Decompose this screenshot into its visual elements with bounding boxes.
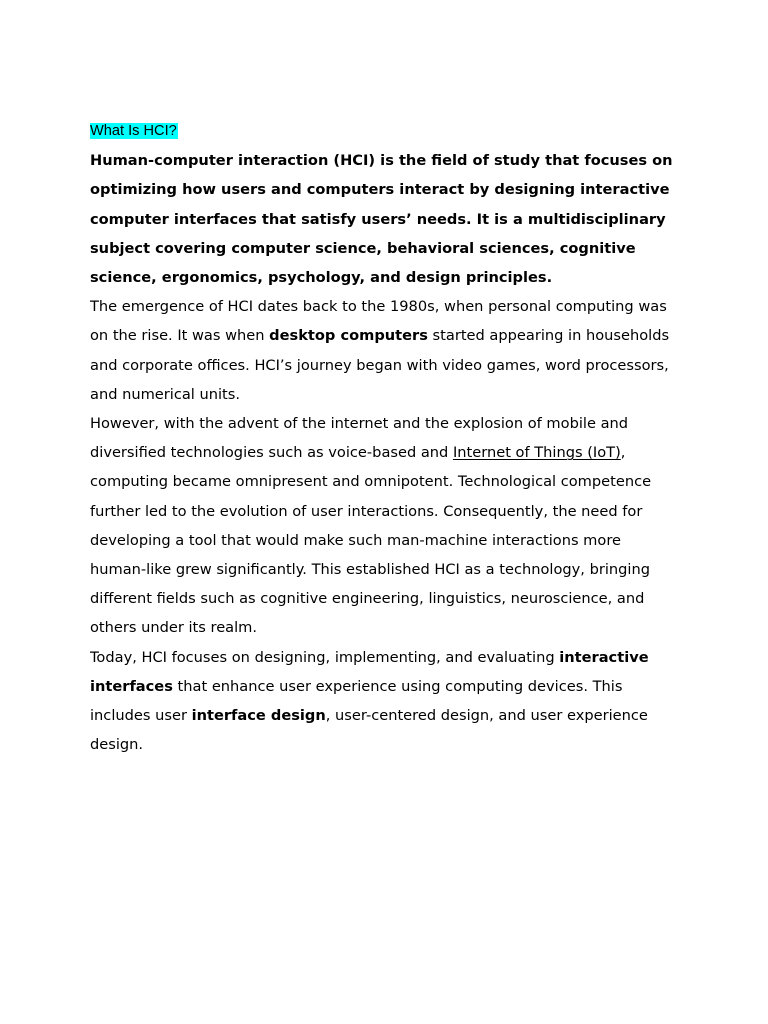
today-text-2: that enhance user experience using computing devices. This includes user — [90, 677, 623, 725]
history-paragraph — [90, 292, 680, 409]
heading-line — [90, 116, 680, 146]
iot-link[interactable]: Internet of Things (IoT) — [452, 444, 621, 462]
history-text-2: started appearing in households and corporate offices. HCI’s journey began with video games, word processors, and numerical units. — [90, 327, 670, 403]
history-text-1: The emergence of HCI dates back to the 1980s, when personal computing was on the rise. It was when — [90, 298, 667, 345]
today-text-3: , user-centered design, and user experience design. — [90, 707, 648, 754]
interactive-interfaces-bold: interactive interfaces — [90, 648, 649, 695]
interface-design-bold: interface design — [191, 707, 326, 725]
today-text-1: Today, HCI focuses on designing, implementing, and evaluating — [90, 648, 560, 666]
internet-paragraph — [90, 409, 680, 643]
page-heading: What Is HCI? — [90, 123, 177, 139]
intro-paragraph: Human-computer interaction (HCI) is the field of study that focuses on optimizing how users and computers interact by designing interactive computer interfaces that satisfy users’ needs. It is a multidisciplinary subject covering computer science, behavioral sciences, cognitive science, ergonomics, psychology, and design principles. — [90, 152, 673, 287]
desktop-computers-bold: desktop computers — [269, 327, 428, 345]
internet-text-1: However, with the advent of the internet and the explosion of mobile and diversified technologies such as voice-based and — [90, 415, 629, 462]
internet-text-2: , computing became omnipresent and omnipotent. Technological competence further led to the evolution of user interactions. Consequently, the need for developing a tool that would make such man-machine interactions more human-like grew significantly. This established HCI as a technology, bringing different fields such as cognitive engineering, linguistics, neuroscience, and others under its realm. — [90, 444, 652, 637]
today-paragraph — [90, 643, 680, 760]
document-page — [90, 116, 680, 759]
